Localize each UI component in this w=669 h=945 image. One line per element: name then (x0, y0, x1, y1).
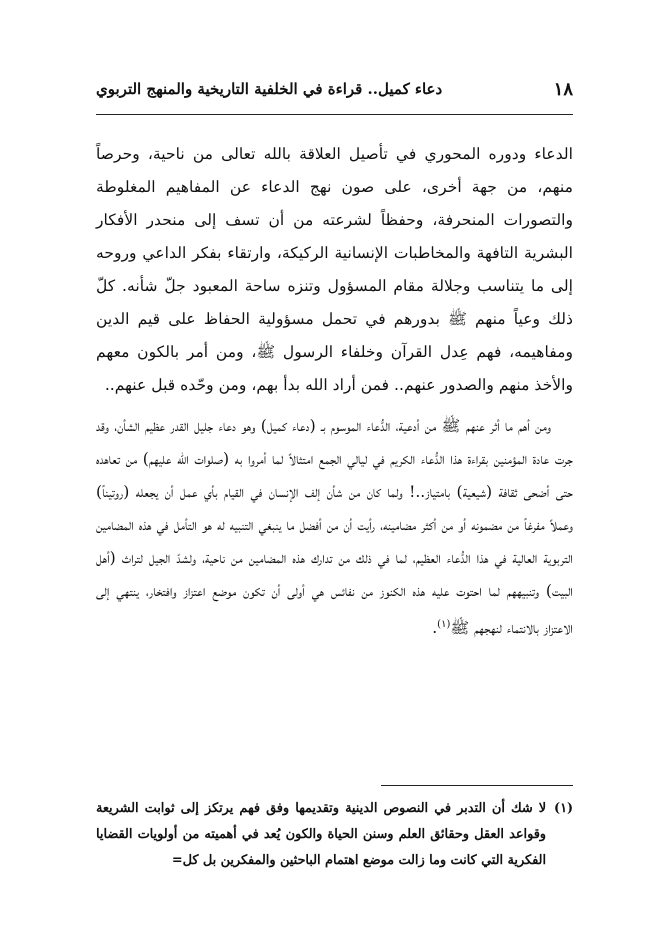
page-header (96, 74, 573, 104)
running-title: دعاء كميل.. قراءة في الخلفية التاريخية والمنهج التربوي (96, 80, 443, 98)
footnote-text: لا شك أن التدبر في النصوص الدينية وتقديمها وفق فهم يرتكز إلى ثوابت الشريعة وقواعد العقل وحقائق العلم وسنن الحياة والكون يُعد في أهميته من أولويات القضايا الفكرية التي كانت وما زالت موضع اهتمام الباحثين والمفكرين بل كل= (96, 801, 546, 868)
paragraph: ومن أهم ما أثر عنهم ﷺ من أدعية، الدُّعاء الموسوم بـ (دعاء كميل) وهو دعاء جليل القدر عظيم الشأن، وقد جرت عادة المؤمنين بقراءة هذا الدُّعاء الكريم في ليالي الجمع امتثالاً لما أمروا به (صلوات الله عليهم) من تعاهده حتى أضحى ثقافة (شيعية) بامتياز..! ولما كان من شأن إلف الإنسان في القيام بأي عمل أن يجعله (روتيناً) وعملاً مفرغاً من مضمونه أو من أكثر مضامينه، رأيت أن من أفضل ما ينبغي التنبيه له هو التأمل في هذه المضامين التربوية العالية في هذا الدُّعاء العظيم، لما في ذلك من تدارك هذه المضامين من ناحية، ولشدّ الجيل لتراث (أهل البيت) وتنبيههم لما احتوت عليه هذه الكنوز من نفائس هي أولى أن تكون موضع اعتزاز وافتخار، ينتهي إلى الاعتزاز بالانتماء لنهجهم ﷺ$^{(١)}$. (96, 417, 573, 638)
footnote-number: (١) (554, 801, 573, 816)
page-number: ١٨ (553, 78, 573, 100)
paragraph: الدعاء ودوره المحوري في تأصيل العلاقة بالله تعالى من ناحية، وحرصاً منهم، من جهة أخرى، على صون نهج الدعاء عن المفاهيم المغلوطة والتصورات المنحرفة، وحفظاً لشرعته من أن تسف إلى منحدر الأفكار البشرية التافهة والمخاطبات الإنسانية الركيكة، وارتقاء بفكر الداعي وروحه إلى ما يتناسب وجلالة مقام المسؤول وتنزه ساحة المعبود جلّ شأنه. كلّ ذلك وعياً منهم ﷺ بدورهم في تحمل مسؤولية الحفاظ على قيم الدين ومفاهيمه، فهم عِدل القرآن وخلفاء الرسول ﷺ، ومن أمر بالكون معهم والأخذ منهم والصدور عنهم.. فمن أراد الله بدأ بهم، ومن وحّده قبل عنهم.. (96, 145, 573, 394)
footnote-separator (381, 785, 573, 786)
footnote-reference[interactable]: (١) (437, 619, 451, 630)
paragraph-text: ومن أهم ما أثر عنهم ﷺ من أدعية، الدُّعاء الموسوم بـ (دعاء كميل) وهو دعاء جليل القدر عظيم الشأن، وقد جرت عادة المؤمنين بقراءة هذا الدُّعاء الكريم في ليالي الجمع امتثالاً لما أمروا به (صلوات الله عليهم) من تعاهده حتى أضحى ثقافة (شيعية) بامتياز..! ولما كان من شأن إلف الإنسان في القيام بأي عمل أن يجعله (روتيناً) وعملاً مفرغاً من مضمونه أو من أكثر مضامينه، رأيت أن من أفضل ما ينبغي التنبيه له هو التأمل في هذه المضامين التربوية العالية في هذا الدُّعاء العظيم، لما في ذلك من تدارك هذه المضامين من ناحية، ولشدّ الجيل لتراث (أهل البيت) وتنبيههم لما احتوت عليه هذه الكنوز من نفائس هي أولى أن تكون موضع اعتزاز وافتخار، ينتهي إلى الاعتزاز بالانتماء لنهجهم ﷺ (96, 417, 573, 638)
footnote (96, 796, 573, 874)
header-rule (96, 114, 573, 115)
body-text (96, 138, 573, 645)
